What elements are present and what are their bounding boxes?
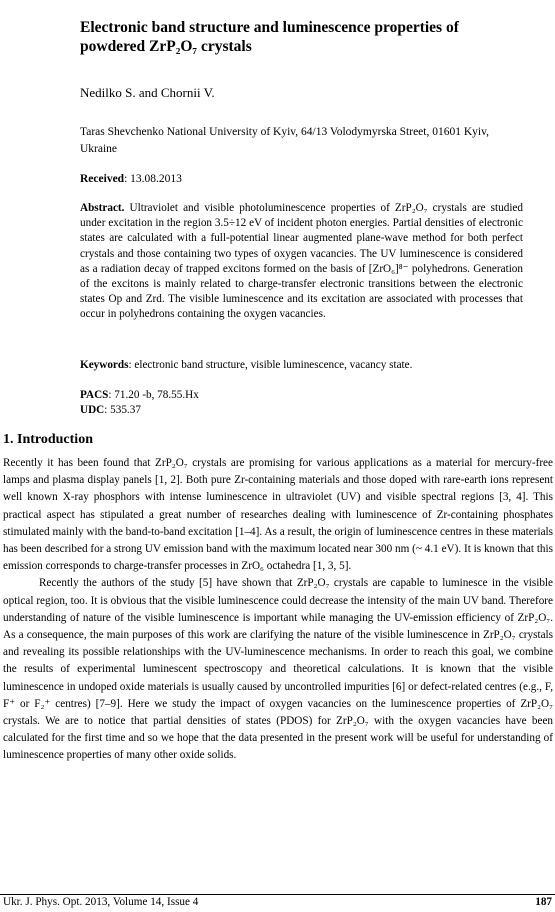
body-text bbox=[3, 455, 553, 765]
received-line bbox=[80, 173, 182, 185]
paragraph-1: Recently it has been found that ZrP₂O₇ crystals are promising for various applications as a material for mercury-free lamps and plasma display panels [1, 2]. Both pure Zr-containing materials and those doped with rare-earth ions represent well known X-ray phosphors with intense luminescence in ultraviolet (UV) and visible spectral regions [3, 4]. This practical aspect has stipulated a great number of researches dealing with luminescence of Zr-containing phosphates stimulated mainly with the band-to-band excitation [1–4]. As a result, the origin of luminescence centres in these materials has been described for a strong UV emission band with the maximum located near 300 nm (~ 4.1 eV). It is known that this emission corresponds to charge-transfer processes in ZrO₆ octahedra [1, 3, 5]. bbox=[3, 457, 553, 573]
udc-label: UDC bbox=[80, 404, 105, 416]
pacs-line bbox=[80, 388, 199, 403]
paper-title: Electronic band structure and luminescence properties of powdered ZrP₂O₇ crystals bbox=[80, 19, 459, 55]
received-label: Received bbox=[80, 173, 125, 185]
abstract-label: Abstract. bbox=[80, 202, 125, 214]
pacs-label: PACS bbox=[80, 389, 109, 401]
pacs-text: : 71.20 -b, 78.55.Hx bbox=[108, 389, 199, 401]
footer-divider bbox=[0, 894, 555, 895]
keywords-text: : electronic band structure, visible luminescence, vacancy state. bbox=[128, 359, 413, 371]
udc-text: : 535.37 bbox=[104, 404, 141, 416]
footer-journal: Ukr. J. Phys. Opt. 2013, Volume 14, Issue 4 bbox=[3, 896, 199, 908]
keywords-label: Keywords bbox=[80, 359, 129, 371]
authors: Nedilko S. and Chornii V. bbox=[80, 85, 215, 100]
received-date: : 13.08.2013 bbox=[124, 173, 182, 185]
page-number: 187 bbox=[535, 896, 552, 908]
paragraph-2: Recently the authors of the study [5] have shown that ZrP₂O₇ crystals are capable to luminesce in the visible optical region, too. It is obvious that the visible luminescence could decrease the intensity of the main UV band. Therefore understanding of nature of the visible luminescence is important while managing the UV-emission efficiency of ZrP₂O₇. As a consequence, the main purposes of this work are clarifying the nature of the visible luminescence in ZrP₂O₇ crystals and revealing its possible relationships with the UV-luminescence mechanisms. In order to reach this goal, we combine the results of experimental luminescent spectroscopy and theoretical calculations. It is known that the visible luminescence in undoped oxide materials is usually caused by uncontrolled impurities [6] or defect-related centres (e.g., F, F⁺ or F₂⁺ centres) [7–9]. Here we study the impact of oxygen vacancies on the luminescence properties of ZrP₂O₇ crystals. We are to notice that partial densities of states (PDOS) for ZrP₂O₇ with the oxygen vacancies have been calculated for the first time and so we hope that the data presented in the present work will be useful for understanding of luminescence properties of many other oxide solids. bbox=[3, 577, 553, 762]
keywords-line bbox=[80, 359, 523, 371]
section-heading: 1. Introduction bbox=[3, 432, 93, 447]
classification-block bbox=[80, 388, 199, 418]
abstract bbox=[80, 201, 523, 323]
abstract-text: Ultraviolet and visible photoluminescence properties of ZrP₂O₇ crystals are studied under excitation in the region 3.5÷12 eV of incident photon energies. Partial densities of electronic states are calculated with a full-potential linear augmented plane-wave method for both perfect crystals and those containing two types of oxygen vacancies. The UV luminescence is considered as a radiation decay of trapped excitons formed on the basis of [ZrO₆]⁸⁻ polyhedrons. Generation of the excitons is mainly related to charge-transfer electronic transitions between the electronic states Op and Zrd. The visible luminescence and its excitation are associated with processes that occur in polyhedrons containing the oxygen vacancies. bbox=[80, 202, 523, 321]
affiliation: Taras Shevchenko National University of Kyiv, 64/13 Volodymyrska Street, 01601 Kyiv, Ukraine bbox=[80, 126, 489, 155]
udc-line bbox=[80, 403, 199, 418]
